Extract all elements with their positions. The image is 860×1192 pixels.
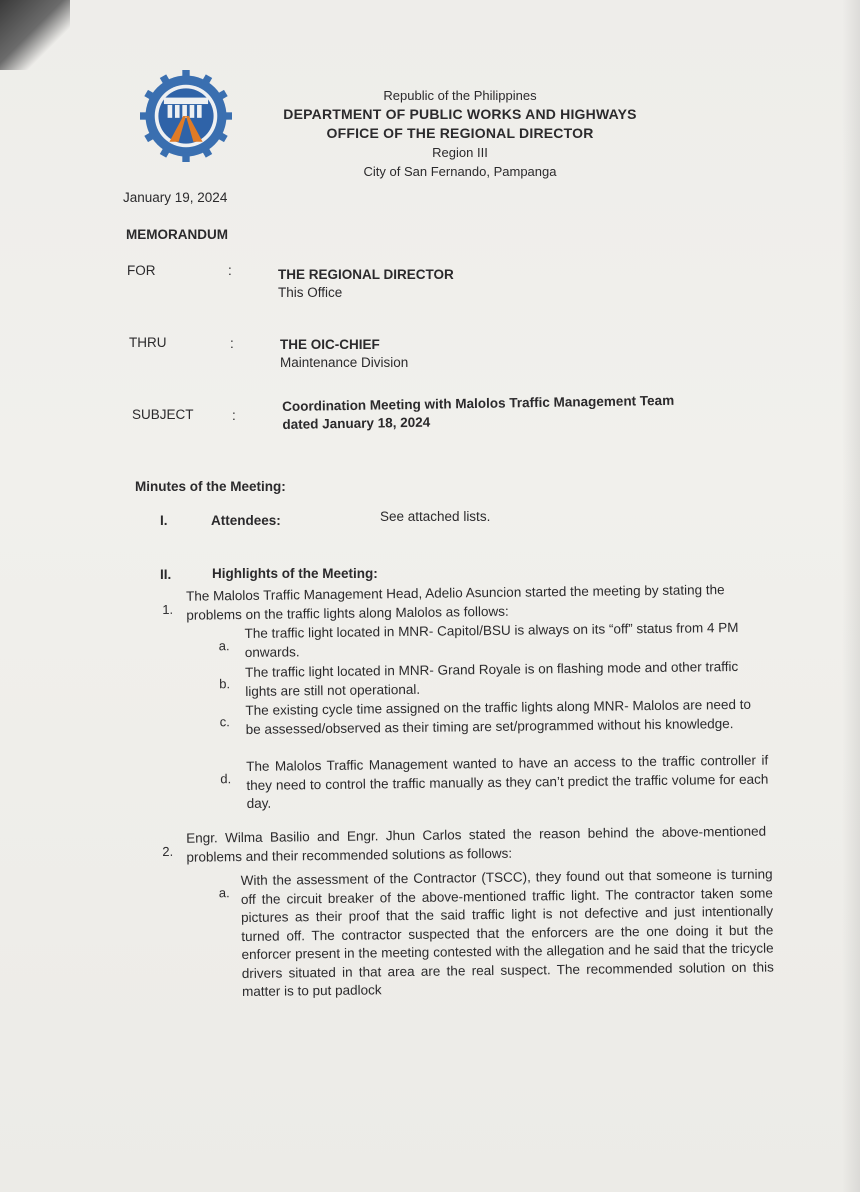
subitem-text: The traffic light located in MNR- Capitol/BSU is always on its “off” status from 4 PM onwards. — [244, 619, 739, 660]
section-2-number: II. — [160, 567, 172, 582]
routing-subject-value — [282, 391, 753, 434]
routing-for-value — [278, 266, 454, 302]
memo-date: January 19, 2024 — [123, 190, 228, 205]
dpwh-seal-icon — [140, 70, 232, 162]
subitem-marker: c. — [219, 714, 230, 730]
section-1-number: I. — [160, 513, 168, 528]
routing-label-for: FOR — [127, 263, 156, 278]
section-1-value: See attached lists. — [380, 509, 491, 524]
city-line: City of San Fernando, Pampanga — [363, 164, 557, 179]
routing-subject-name: Coordination Meeting with Malolos Traffic Management Team — [282, 392, 675, 414]
point-text: Engr. Wilma Basilio and Engr. Jhun Carlos stated the reason behind the above-mentioned problems and their recommended solutions as follows: — [186, 823, 767, 865]
routing-thru-sub: Maintenance Division — [280, 355, 409, 370]
point-text: The Malolos Traffic Management Head, Adelio Asuncion started the meeting by stating the problems on the traffic lights along Malolos as follows: — [186, 582, 725, 623]
routing-colon: : — [228, 263, 232, 278]
routing-for-name: THE REGIONAL DIRECTOR — [278, 267, 454, 282]
department-line: DEPARTMENT OF PUBLIC WORKS AND HIGHWAYS — [283, 106, 637, 122]
routing-label-thru: THRU — [129, 335, 167, 350]
subitem-marker: b. — [219, 676, 231, 692]
page-edge — [842, 0, 860, 1192]
region-line: Region III — [432, 145, 488, 160]
subitem-text: The Malolos Traffic Management wanted to have an access to the traffic controller if they need to control the traffic manually as they can’t predict the traffic volume for each day. — [246, 752, 769, 811]
memo-type: MEMORANDUM — [126, 227, 228, 242]
routing-colon: : — [232, 408, 236, 423]
page-shadow — [0, 0, 70, 70]
point-number: 2. — [162, 843, 174, 859]
subitem-text: The existing cycle time assigned on the traffic lights along MNR- Malolos are need to be assessed/observed as their timing are set/programmed without his knowledge. — [245, 696, 752, 737]
republic-line: Republic of the Philippines — [383, 88, 537, 103]
routing-subject-sub: dated January 18, 2024 — [282, 414, 431, 432]
routing-for-sub: This Office — [278, 285, 343, 300]
letterhead — [270, 86, 650, 181]
subitem-text: The traffic light located in MNR- Grand Royale is on flashing mode and other traffic lights are still not operational. — [244, 658, 739, 699]
section-2-title: Highlights of the Meeting: — [212, 566, 378, 581]
office-line: OFFICE OF THE REGIONAL DIRECTOR — [326, 125, 594, 141]
subitem-marker: d. — [220, 771, 232, 787]
routing-colon: : — [230, 336, 234, 351]
section-1-title: Attendees: — [211, 513, 281, 528]
subitem-text: With the assessment of the Contractor (TSCC), they found out that someone is turning off the circuit breaker of the above-mentioned traffic light. The contractor taken some pictures as their proof that the said traffic light is not defective and just intentionally turned off. The contractor suspected that the enforcers are the one doing it but the enforcer present in the meeting contested with the allegation and he said that the tricycle drivers situated in that area are the real suspect. The recommended solution on this matter is to put padlock — [240, 866, 774, 1000]
routing-label-subject: SUBJECT — [132, 407, 194, 422]
routing-thru-name: THE OIC-CHIEF — [280, 337, 380, 352]
routing-thru-value — [280, 336, 408, 372]
point-number: 1. — [162, 601, 174, 617]
subitem-marker: a. — [218, 638, 230, 654]
minutes-heading: Minutes of the Meeting: — [135, 479, 286, 494]
subitem-marker: a. — [218, 885, 230, 901]
